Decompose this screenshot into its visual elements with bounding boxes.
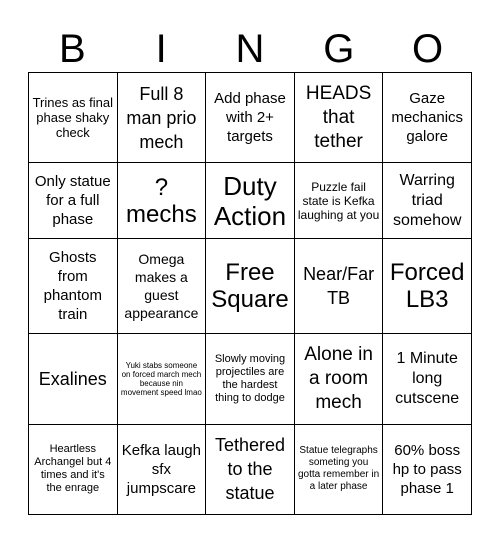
bingo-grid [28,72,472,515]
bingo-cell-r1c4[interactable]: HEADS that tether [294,73,383,163]
bingo-cell-r4c2[interactable]: Yuki stabs someone on forced march mech because nin movement speed lmao [117,334,206,424]
bingo-row-5 [29,424,472,514]
bingo-cell-r2c4[interactable]: Puzzle fail state is Kefka laughing at you [294,163,383,239]
bingo-cell-r3c5[interactable]: Forced LB3 [383,238,472,333]
bingo-row-4 [29,334,472,424]
header-letter-o: O [412,27,444,71]
bingo-cell-r1c3[interactable]: Add phase with 2+ targets [206,73,295,163]
header-letter-i: I [155,27,167,71]
bingo-cell-r4c1[interactable]: Exalines [29,334,118,424]
bingo-cell-r4c4[interactable]: Alone in a room mech [294,334,383,424]
bingo-cell-r2c2[interactable]: ? mechs [117,163,206,239]
bingo-cell-r4c5[interactable]: 1 Minute long cutscene [383,334,472,424]
bingo-cell-r5c3[interactable]: Tethered to the statue [206,424,295,514]
bingo-cell-r1c5[interactable]: Gaze mechanics galore [383,73,472,163]
bingo-cell-r4c3[interactable]: Slowly moving projectiles are the hardest thing to dodge [206,334,295,424]
bingo-cell-r5c5[interactable]: 60% boss hp to pass phase 1 [383,424,472,514]
bingo-cell-r3c1[interactable]: Ghosts from phantom train [29,238,118,333]
bingo-header [28,26,472,72]
bingo-cell-r5c2[interactable]: Kefka laugh sfx jumpscare [117,424,206,514]
header-letter-b: B [59,27,86,71]
header-letter-g: G [323,27,355,71]
bingo-cell-r2c1[interactable]: Only statue for a full phase [29,163,118,239]
bingo-cell-r2c3[interactable]: Duty Action [206,163,295,239]
bingo-cell-r3c3[interactable]: Free Square [206,238,295,333]
bingo-cell-r3c4[interactable]: Near/Far TB [294,238,383,333]
bingo-cell-r5c1[interactable]: Heartless Archangel but 4 times and it's the enrage [29,424,118,514]
bingo-cell-r1c2[interactable]: Full 8 man prio mech [117,73,206,163]
header-letter-n: N [235,27,265,71]
bingo-cell-r5c4[interactable]: Statue telegraphs someting you gotta remember in a later phase [294,424,383,514]
bingo-row-1 [29,73,472,163]
bingo-cell-r1c1[interactable]: Trines as final phase shaky check [29,73,118,163]
bingo-row-3 [29,238,472,333]
bingo-cell-r2c5[interactable]: Warring triad somehow [383,163,472,239]
bingo-cell-r3c2[interactable]: Omega makes a guest appearance [117,238,206,333]
bingo-row-2 [29,163,472,239]
